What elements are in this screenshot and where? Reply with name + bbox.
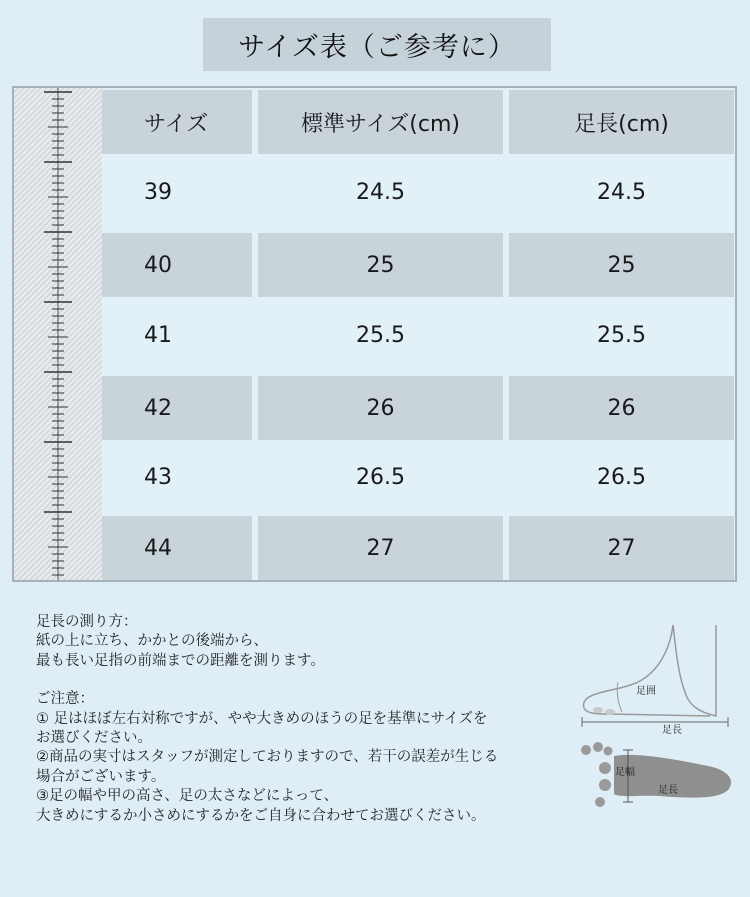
row-5-standard: 26.5 <box>356 464 405 490</box>
row-5-foot-length: 26.5 <box>597 464 646 490</box>
notice-line: ① 足はほぼ左右対称ですが、やや大きめのほうの足を基準にサイズを <box>36 710 488 727</box>
ruler-decoration <box>14 88 102 580</box>
row-4-foot-length: 26 <box>509 376 734 440</box>
header-foot-length: 足長(cm) <box>509 90 734 154</box>
ruler-icon <box>14 88 102 580</box>
foot-top-view-icon <box>581 742 731 807</box>
measure-line: 最も長い足指の前端までの距離を測ります。 <box>36 652 325 669</box>
measure-line: 紙の上に立ち、かかとの後端から、 <box>36 633 268 650</box>
notice-line: お選びください。 <box>36 730 152 747</box>
row-5-size: 43 <box>144 464 172 490</box>
row-4-size: 42 <box>102 376 252 440</box>
notice-line: ③足の幅や甲の高さ、足の太さなどによって、 <box>36 788 339 805</box>
notice-line: 大きめにするか小さめにするかをご自身に合わせてお選びください。 <box>36 807 486 824</box>
row-3-size: 41 <box>144 322 172 348</box>
row-2-foot-length: 25 <box>509 233 734 297</box>
header-size: サイズ <box>102 90 252 154</box>
row-1-size: 39 <box>144 179 172 205</box>
notice-heading: ご注意： <box>36 691 94 708</box>
notice-line: ②商品の実寸はスタッフが測定しておりますので、若干の誤差が生じる <box>36 749 499 766</box>
row-2-size: 40 <box>102 233 252 297</box>
row-2-standard: 25 <box>258 233 503 297</box>
row-6-standard: 27 <box>258 516 503 580</box>
notice-line: 場合がございます。 <box>36 768 166 785</box>
row-1-foot-length: 24.5 <box>597 179 646 205</box>
row-4-standard: 26 <box>258 376 503 440</box>
row-6-size: 44 <box>102 516 252 580</box>
row-6-foot-length: 27 <box>509 516 734 580</box>
measure-heading: 足長の測り方： <box>36 614 138 630</box>
size-table <box>12 86 737 582</box>
girth-label: 足囲 <box>636 686 656 697</box>
header-standard-size: 標準サイズ(cm) <box>258 90 503 154</box>
row-1-standard: 24.5 <box>356 179 405 205</box>
foot-measurement-figure <box>578 620 738 820</box>
width-label: 足幅 <box>615 767 635 778</box>
side-length-label: 足長 <box>662 725 682 736</box>
foot-side-view-icon <box>582 625 728 727</box>
row-3-standard: 25.5 <box>356 322 405 348</box>
page-title: サイズ表（ご参考に） <box>203 18 551 71</box>
row-3-foot-length: 25.5 <box>597 322 646 348</box>
top-length-label: 足長 <box>658 785 678 796</box>
notes-section <box>36 613 576 826</box>
